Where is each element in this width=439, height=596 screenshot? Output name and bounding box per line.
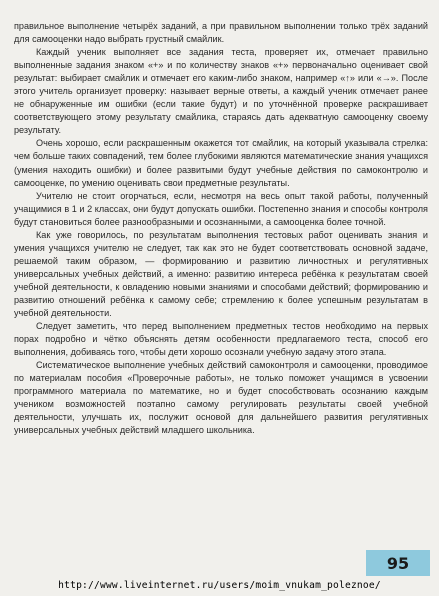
- paragraph-continuation: правильное выполнение четырёх заданий, а при правильном выполнении только трёх заданий для самооценки надо выбрать грустный смайлик.: [14, 21, 428, 45]
- paragraph-teacher-advice: Учителю не стоит огорчаться, если, несмотря на весь опыт такой работы, полученный учащимися в 1 и 2 классах, они будут допускать ошибки. Постепенно знания и способы контроля будут становиться более разнообразными и осознанными, а самооценка более точной.: [14, 190, 428, 227]
- paragraph-smiley-match: Очень хорошо, если раскрашенным окажется тот смайлик, на который указывала стрелка: чем больше таких совпадений, тем более глубокими являются математические знания учащихся (умения находить ошибки) и более развитыми будут учебные действия по самоконтролю и самооценке, по умению оценивать свои предметные результаты.: [14, 138, 428, 188]
- source-url-watermark: http://www.liveinternet.ru/users/moim_vnukam_poleznoe/: [58, 580, 381, 591]
- page-number: 95: [386, 553, 410, 573]
- paragraph-test-results: Как уже говорилось, по результатам выполнения тестовых работ оценивать знания и умения учащихся учителю не следует, так как это не будет соответствовать основной задаче, решаемой таким образом, — формированию и развитию личностных и регулятивных универсальных учебных действий, а именно: развитию интереса ребёнка к результатам своей учебной деятельности, к овладению новыми знаниями и способами действий; формированию и развитию отношений ребёнка к самому себе; стремлению к более успешным результатам в учебной деятельности.: [14, 229, 428, 319]
- paragraph-systematic-practice: Систематическое выполнение учебных действий самоконтроля и самооценки, проводимое по материалам пособия «Проверочные работы», не только поможет учащимся в усвоении программного материала по математике, но и будет способствовать осознанию каждым учеником возможностей поэтапно самому регулировать результаты своей учебной деятельности, улучшать их, послужит основой для дальнейшего развития регулятивных универсальных учебных действий младшего школьника.: [14, 360, 428, 436]
- paragraph-explain-tests: Следует заметить, что перед выполнением предметных тестов необходимо на первых порах подробно и чётко объяснять детям особенности предлагаемого теста, способ его выполнения, добиваясь того, чтобы дети хорошо осознали учебную задачу этого этапа.: [14, 321, 428, 358]
- paragraph-self-check: Каждый ученик выполняет все задания теста, проверяет их, отмечает правильно выполненные задания знаком «+» и по количеству знаков «+» первоначально оценивает свой результат: выбирает смайлик и отмечает его каким-либо знаком, например «↑» или «→». После этого учитель организует проверку: называет верные ответы, а каждый ученик отмечает ранее не обнаруженные им ошибки (если такие будут) и по уточнённой проверке раскрашивает соответствующего этому результату смайлика, стараясь дать адекватную самооценку своему результату.: [14, 47, 428, 136]
- page-number-badge: [366, 550, 430, 576]
- body-text: [14, 20, 428, 438]
